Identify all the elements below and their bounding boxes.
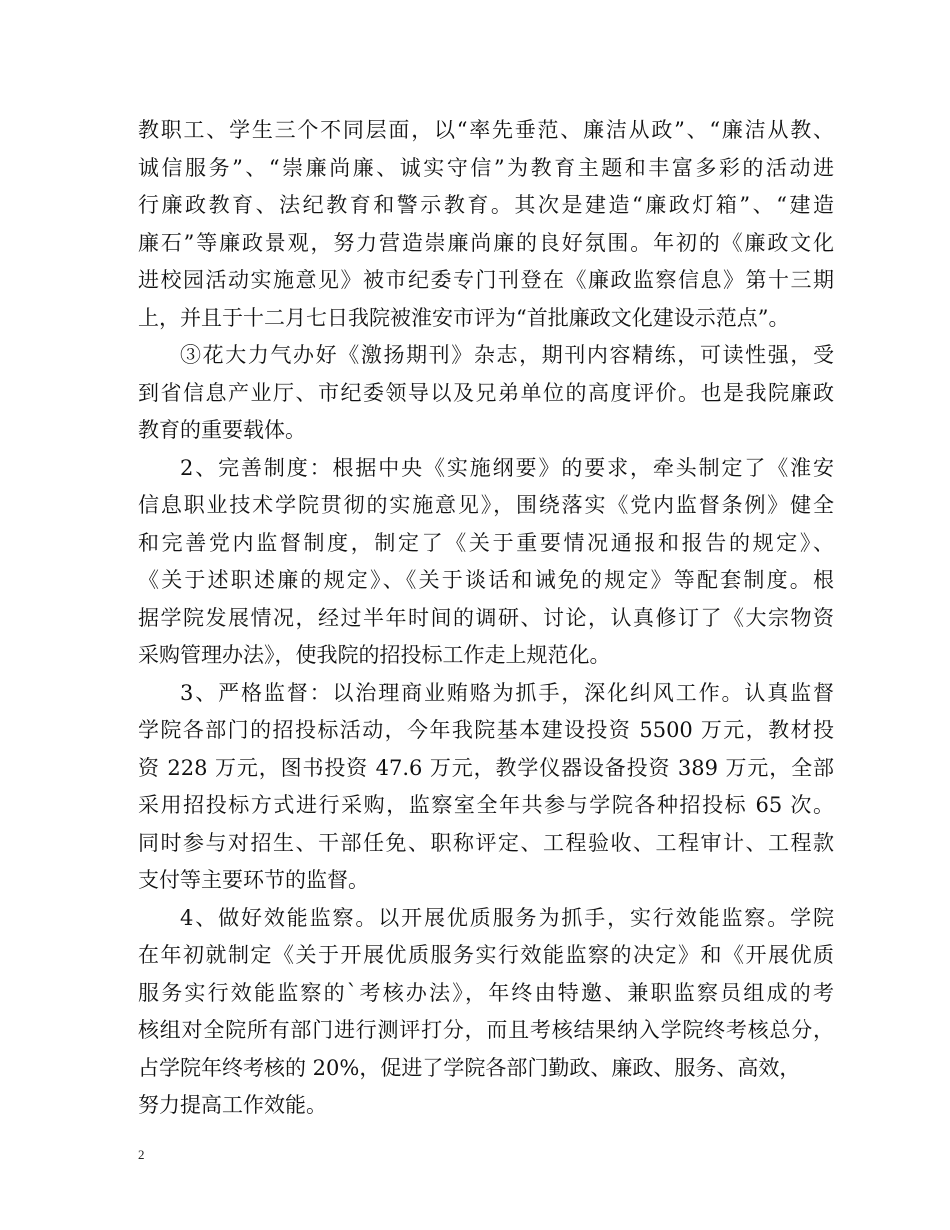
text-line: 核组对全院所有部门进行测评打分，而且考核结果纳入学院终考核总分， <box>138 1018 834 1042</box>
text-line: 据学院发展情况，经过半年时间的调研、讨论，认真修订了《大宗物资 <box>138 605 834 630</box>
text-line: 上，并且于十二月七日我院被淮安市评为“首批廉政文化建设示范点”。 <box>138 305 790 330</box>
text-line: 《关于述职述廉的规定》、《关于谈话和诫免的规定》等配套制度。根 <box>138 568 834 592</box>
text-line: 廉石”等廉政景观，努力营造崇廉尚廉的良好氛围。年初的《廉政文化 <box>138 230 834 255</box>
text-line: 到省信息产业厅、市纪委领导以及兄弟单位的高度评价。也是我院廉政 <box>138 380 834 405</box>
text-line: 3、严格监督：以治理商业贿赂为抓手，深化纠风工作。认真监督 <box>180 680 834 705</box>
text-line: 采用招投标方式进行采购，监察室全年共参与学院各种招投标 65 次。 <box>138 793 834 817</box>
body-text <box>138 112 834 1125</box>
text-line: 和完善党内监督制度，制定了《关于重要情况通报和报告的规定》、 <box>138 530 834 555</box>
text-line: 占学院年终考核的 20%，促进了学院各部门勤政、廉政、服务、高效， <box>138 1055 801 1080</box>
text-line: 教育的重要载体。 <box>138 418 306 442</box>
text-line: 教职工、学生三个不同层面，以“率先垂范、廉洁从政”、“廉洁从教、 <box>138 118 834 142</box>
text-line: 努力提高工作效能。 <box>138 1093 327 1117</box>
page-number: 2 <box>138 1147 145 1162</box>
text-line: 信息职业技术学院贯彻的实施意见》，围绕落实《党内监督条例》健全 <box>138 493 834 517</box>
text-line: 同时参与对招生、干部任免、职称评定、工程验收、工程审计、工程款 <box>138 830 834 855</box>
text-line: 2、完善制度：根据中央《实施纲要》的要求，牵头制定了《淮安 <box>180 455 834 480</box>
text-line: 学院各部门的招投标活动，今年我院基本建设投资 5500 万元，教材投 <box>138 718 834 742</box>
text-line: 进校园活动实施意见》被市纪委专门刊登在《廉政监察信息》第十三期 <box>138 268 834 292</box>
text-line: 采购管理办法》，使我院的招投标工作走上规范化。 <box>138 643 611 667</box>
text-line: 服务实行效能监察的`考核办法》，年终由特邀、兼职监察员组成的考 <box>138 980 834 1005</box>
text-line: 在年初就制定《关于开展优质服务实行效能监察的决定》和《开展优质 <box>138 943 834 967</box>
text-line: 诚信服务”、“崇廉尚廉、诚实守信”为教育主题和丰富多彩的活动进 <box>138 155 834 180</box>
text-line: 资 228 万元，图书投资 47.6 万元，教学仪器设备投资 389 万元，全部 <box>138 755 834 780</box>
text-line: 支付等主要环节的监督。 <box>138 868 369 892</box>
text-line: 4、做好效能监察。以开展优质服务为抓手，实行效能监察。学院 <box>180 905 834 930</box>
text-line: 行廉政教育、法纪教育和警示教育。其次是建造“廉政灯箱”、“建造 <box>138 193 834 217</box>
text-line: ③花大力气办好《激扬期刊》杂志，期刊内容精练，可读性强，受 <box>180 343 834 367</box>
